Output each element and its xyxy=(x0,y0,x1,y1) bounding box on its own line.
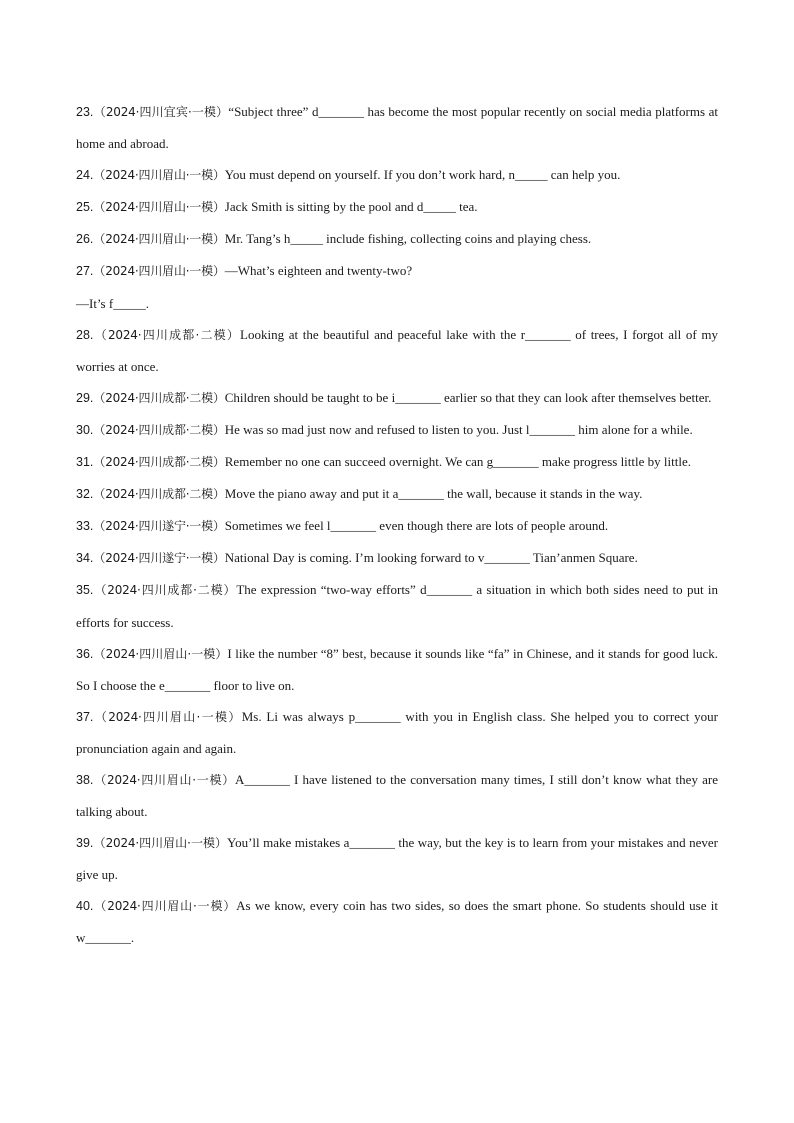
question-number: 38. xyxy=(76,772,94,787)
question-text: Looking at the beautiful and peaceful lake with the r_______ of trees, I forgot all of my worries at once. xyxy=(76,326,718,374)
question-26 xyxy=(76,223,718,255)
question-number: 40. xyxy=(76,899,94,914)
question-34 xyxy=(76,542,718,574)
question-source: （2024·四川眉山·一模） xyxy=(93,772,235,787)
question-number: 26. xyxy=(76,232,94,247)
question-source: （2024·四川眉山·一模） xyxy=(93,646,228,661)
question-number: 27. xyxy=(76,264,94,279)
question-number: 23. xyxy=(76,105,94,119)
question-25 xyxy=(76,191,718,223)
question-source: （2024·四川成都·二模） xyxy=(93,327,241,342)
question-list xyxy=(76,96,718,954)
question-text: A_______ I have listened to the conversation many times, I still don’t know what they are talking about. xyxy=(76,771,718,820)
question-source: （2024·四川眉山·一模） xyxy=(93,709,242,724)
question-text: “Subject three” d_______ has become the most popular recently on social media platforms at home and abroad. xyxy=(76,104,719,152)
question-number: 29. xyxy=(76,390,94,405)
question-36 xyxy=(76,638,718,701)
question-text: —What’s eighteen and twenty-two? xyxy=(224,263,413,279)
question-number: 24. xyxy=(76,168,94,183)
question-text: Jack Smith is sitting by the pool and d_____ tea. xyxy=(224,199,478,215)
question-number: 34. xyxy=(76,551,94,566)
question-text: Mr. Tang’s h_____ include fishing, collecting coins and playing chess. xyxy=(224,231,592,247)
question-source: （2024·四川成都·二模） xyxy=(93,487,225,502)
question-source: （2024·四川成都·二模） xyxy=(93,422,225,437)
question-38 xyxy=(76,764,718,827)
question-31 xyxy=(76,446,718,478)
question-27 xyxy=(76,255,718,287)
question-29 xyxy=(76,382,718,414)
question-source: （2024·四川宜宾·一模） xyxy=(93,105,229,119)
question-text: I like the number “8” best, because it sounds like “fa” in Chinese, and it stands for good luck. So I choose the e_______ floor to live on. xyxy=(76,645,718,693)
question-source: （2024·四川眉山·一模） xyxy=(93,836,227,851)
question-37 xyxy=(76,701,718,764)
question-source: （2024·四川眉山·一模） xyxy=(93,899,237,914)
question-32 xyxy=(76,478,718,510)
question-text: As we know, every coin has two sides, so does the smart phone. So students should use it w_______. xyxy=(76,898,719,946)
question-number: 25. xyxy=(76,200,94,215)
question-number: 30. xyxy=(76,422,94,437)
question-number: 35. xyxy=(76,583,94,598)
question-source: （2024·四川遂宁·一模） xyxy=(93,519,225,534)
question-28 xyxy=(76,319,718,382)
question-40 xyxy=(76,890,718,953)
question-35 xyxy=(76,574,718,637)
question-text: He was so mad just now and refused to listen to you. Just l_______ him alone for a while. xyxy=(224,421,693,437)
question-source: （2024·四川眉山·一模） xyxy=(93,200,225,215)
answer-line: —It’s f_____. xyxy=(76,295,149,311)
question-27-answer-line xyxy=(76,288,718,319)
question-33 xyxy=(76,510,718,542)
question-text: National Day is coming. I’m looking forward to v_______ Tian’anmen Square. xyxy=(224,550,638,566)
question-source: （2024·四川眉山·一模） xyxy=(93,168,225,183)
question-number: 33. xyxy=(76,519,94,534)
question-number: 36. xyxy=(76,646,94,661)
question-text: Remember no one can succeed overnight. We can g_______ make progress little by little. xyxy=(224,454,691,470)
question-text: Children should be taught to be i_______ earlier so that they can look after themselves better. xyxy=(224,389,712,405)
question-text: The expression “two-way efforts” d_______ a situation in which both sides need to put in efforts for success. xyxy=(76,582,718,630)
question-source: （2024·四川遂宁·一模） xyxy=(93,551,225,566)
question-number: 39. xyxy=(76,836,94,851)
question-24 xyxy=(76,159,718,191)
question-source: （2024·四川眉山·一模） xyxy=(93,264,225,279)
question-number: 32. xyxy=(76,487,94,502)
question-number: 31. xyxy=(76,455,94,470)
question-39 xyxy=(76,827,718,890)
question-text: Move the piano away and put it a_______ the wall, because it stands in the way. xyxy=(224,486,643,502)
question-source: （2024·四川成都·二模） xyxy=(93,455,225,470)
question-text: You must depend on yourself. If you don’t work hard, n_____ can help you. xyxy=(224,167,621,183)
question-23 xyxy=(76,96,718,159)
question-number: 37. xyxy=(76,709,94,724)
question-30 xyxy=(76,414,718,446)
question-text: You’ll make mistakes a_______ the way, but the key is to learn from your mistakes and never give up. xyxy=(76,835,719,883)
question-source: （2024·四川成都·二模） xyxy=(93,390,225,405)
question-text: Ms. Li was always p_______ with you in English class. She helped you to correct your pronunciation again and again. xyxy=(76,708,718,756)
question-source: （2024·四川成都·二模） xyxy=(93,583,237,598)
question-number: 28. xyxy=(76,327,94,342)
question-source: （2024·四川眉山·一模） xyxy=(93,232,225,247)
question-text: Sometimes we feel l_______ even though there are lots of people around. xyxy=(224,518,609,534)
